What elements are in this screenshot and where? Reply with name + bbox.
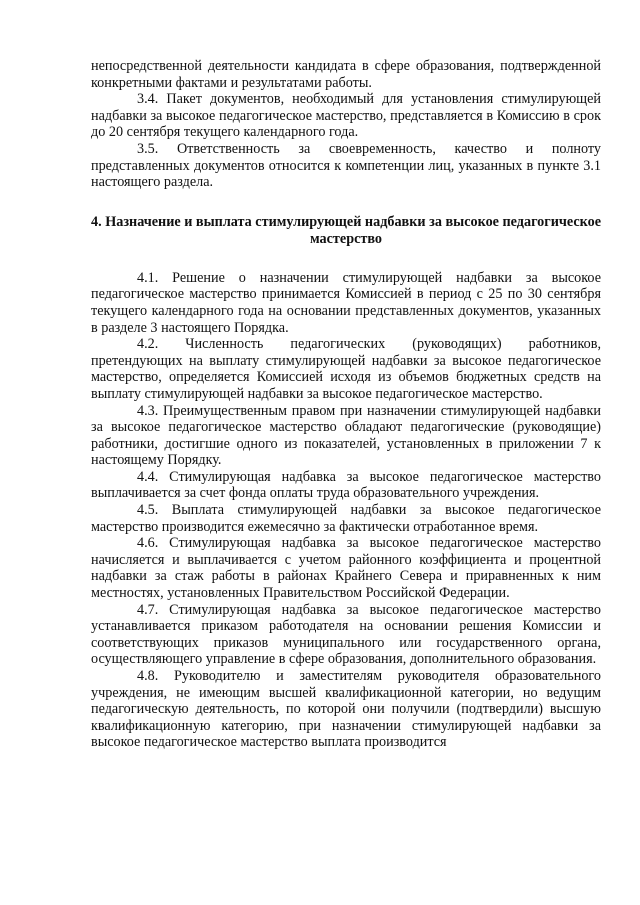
paragraph-4-4: 4.4. Стимулирующая надбавка за высокое педагогическое мастерство выплачивается за счет фонда оплаты труда образовательного учреждения. xyxy=(91,468,601,502)
paragraph-4-5: 4.5. Выплата стимулирующей надбавки за высокое педагогическое мастерство производится ежемесячно за фактически отработанное время. xyxy=(91,502,601,535)
paragraph-3-4: 3.4. Пакет документов, необходимый для установления стимулирующей надбавки за высокое педагогическое мастерство, представляется в Комиссию в срок до 20 сентября текущего календарного года. xyxy=(91,91,601,141)
paragraph-4-1: 4.1. Решение о назначении стимулирующей надбавки за высокое педагогическое мастерство принимается Комиссией в период с 25 по 30 сентября текущего календарного года на основании представленных документов, указанных в разделе 3 настоящего Порядка. xyxy=(91,269,601,336)
continuation-paragraph: непосредственной деятельности кандидата в сфере образования, подтвержденной конкретными фактами и результатами работы. xyxy=(91,58,601,91)
spacer xyxy=(91,191,601,214)
paragraph-3-5: 3.5. Ответственность за своевременность, качество и полноту представленных документов относится к компетенции лиц, указанных в пункте 3.1 настоящего раздела. xyxy=(91,140,601,191)
section-4-heading: 4. Назначение и выплата стимулирующей надбавки за высокое педагогическое мастерство xyxy=(91,213,602,247)
paragraph-4-3: 4.3. Преимущественным правом при назначении стимулирующей надбавки за высокое педагогическое мастерство обладают педагогические (руководящие) работники, достигшие одного из показателей, установленных в приложении 7 к настоящему Порядку. xyxy=(91,402,601,469)
paragraph-4-8: 4.8. Руководителю и заместителям руководителя образовательного учреждения, не имеющим высшей квалификационной категории, но ведущим педагогическую деятельность, по которой они получили (подтвердили) высшую квалификационную категорию, при назначении стимулирующей надбавки за высокое педагогическое мастерство выплата производится xyxy=(91,668,601,751)
document-page xyxy=(91,58,601,751)
paragraph-4-2: 4.2. Численность педагогических (руководящих) работников, претендующих на выплату стимулирующей надбавки за высокое педагогическое мастерство, определяется Комиссией исходя из объемов бюджетных средств на выплату стимулирующей надбавки за высокое педагогическое мастерство. xyxy=(91,336,601,402)
paragraph-4-7: 4.7. Стимулирующая надбавка за высокое педагогическое мастерство устанавливается приказом работодателя на основании решения Комиссии и соответствующих приказов муниципального или государственного органа, осуществляющего управление в сфере образования, дополнительного образования. xyxy=(91,601,601,668)
paragraph-4-6: 4.6. Стимулирующая надбавка за высокое педагогическое мастерство начисляется и выплачивается с учетом районного коэффициента и процентной надбавки за стаж работы в районах Крайнего Севера и приравненных к ним местностях, установленных Правительством Российской Федерации. xyxy=(91,535,601,602)
spacer xyxy=(91,248,601,270)
